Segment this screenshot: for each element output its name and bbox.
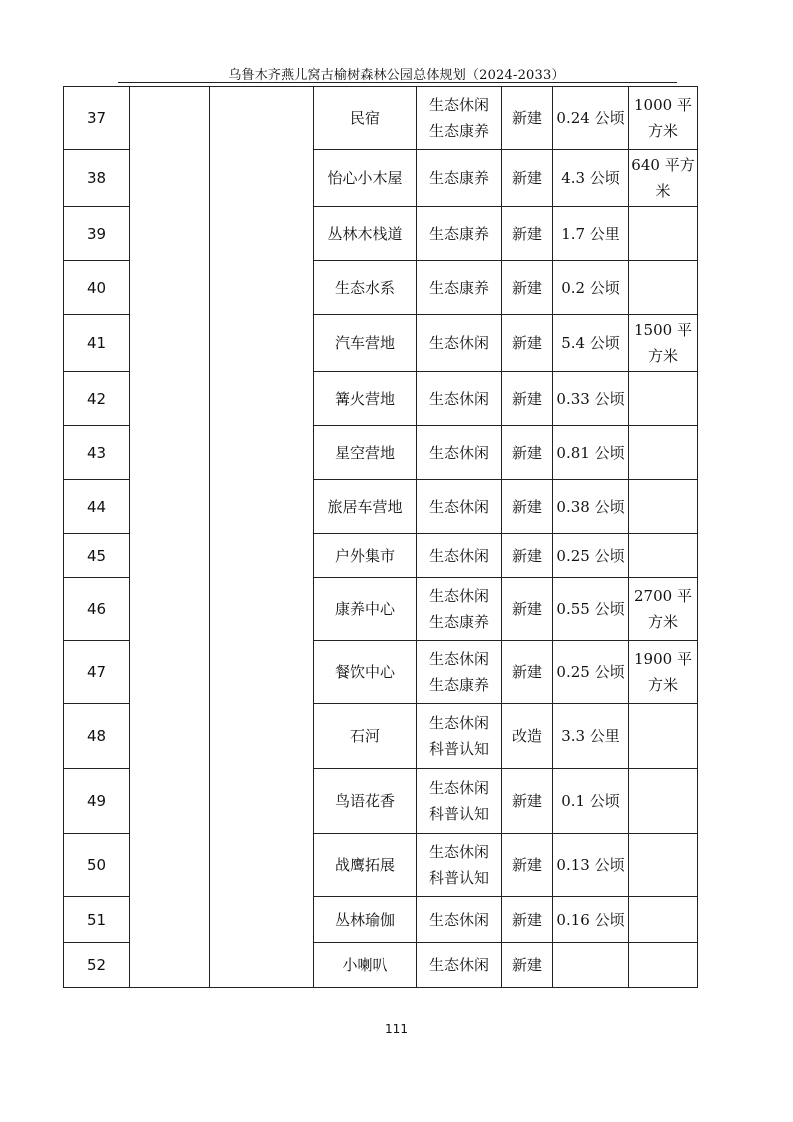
function-type-cell [417, 943, 502, 988]
construction-status-cell: 新建 [502, 315, 553, 372]
function-type-label: 生态康养 [428, 278, 489, 297]
row-number-cell: 43 [64, 426, 130, 480]
project-size-cell: 0.24 公顷 [553, 87, 629, 150]
construction-status-cell: 新建 [502, 372, 553, 426]
project-name-cell: 鸟语花香 [314, 769, 417, 834]
building-area-cell [629, 480, 698, 534]
project-name-cell: 石河 [314, 704, 417, 769]
function-type-label: 生态休闲 [428, 546, 489, 565]
project-name-cell: 小喇叭 [314, 943, 417, 988]
project-name-cell: 怡心小木屋 [314, 150, 417, 207]
construction-status-cell: 新建 [502, 534, 553, 578]
building-area-cell [629, 578, 698, 641]
project-size-cell: 0.16 公顷 [553, 897, 629, 943]
running-header: 乌鲁木齐燕儿窝古榆树森林公园总体规划（2024-2033） [228, 68, 565, 83]
building-area-line: 方米 [647, 613, 678, 631]
function-type-label: 生态休闲 [428, 334, 489, 352]
building-area-cell [629, 704, 698, 769]
function-type-label: 生态康养 [428, 122, 489, 140]
project-size-cell: 3.3 公里 [553, 704, 629, 769]
building-area-cell [629, 534, 698, 578]
building-area-line: 640 平方 [631, 156, 695, 174]
project-size-cell: 0.13 公顷 [553, 834, 629, 897]
building-area-cell [629, 897, 698, 943]
project-name-cell: 篝火营地 [314, 372, 417, 426]
row-number-cell: 48 [64, 704, 130, 769]
function-type-cell [417, 207, 502, 261]
building-area-cell [629, 261, 698, 315]
building-area-cell [629, 641, 698, 704]
construction-status-cell: 新建 [502, 426, 553, 480]
building-area-cell [629, 834, 698, 897]
project-name-cell: 丛林瑜伽 [314, 897, 417, 943]
building-area-line: 1000 平 [634, 96, 692, 114]
table-body [64, 87, 698, 988]
function-type-label: 生态休闲 [428, 910, 489, 929]
project-name-cell: 户外集市 [314, 534, 417, 578]
construction-status-cell: 新建 [502, 150, 553, 207]
row-number-cell: 41 [64, 315, 130, 372]
project-size-cell: 0.1 公顷 [553, 769, 629, 834]
construction-status-cell: 新建 [502, 480, 553, 534]
construction-status-cell: 新建 [502, 897, 553, 943]
function-type-label: 生态康养 [428, 224, 489, 243]
building-area-cell [629, 372, 698, 426]
building-area-cell [629, 426, 698, 480]
header-rule [118, 82, 677, 83]
row-number-cell: 44 [64, 480, 130, 534]
project-name-cell: 民宿 [314, 87, 417, 150]
construction-status-cell: 新建 [502, 207, 553, 261]
function-type-label: 生态休闲 [428, 587, 489, 605]
construction-status-cell: 新建 [502, 641, 553, 704]
page-number: 111 [385, 1022, 408, 1036]
function-type-label: 生态康养 [428, 613, 489, 631]
construction-status-cell: 新建 [502, 943, 553, 988]
function-type-cell [417, 897, 502, 943]
project-size-cell: 0.81 公顷 [553, 426, 629, 480]
building-area-cell [629, 87, 698, 150]
construction-status-cell: 新建 [502, 834, 553, 897]
function-type-label: 生态休闲 [428, 956, 489, 974]
project-name-cell: 旅居车营地 [314, 480, 417, 534]
project-size-cell: 0.33 公顷 [553, 372, 629, 426]
function-type-cell [417, 372, 502, 426]
construction-status-cell: 新建 [502, 87, 553, 150]
building-area-cell [629, 943, 698, 988]
row-number-cell: 49 [64, 769, 130, 834]
function-type-label: 生态休闲 [428, 714, 489, 732]
function-type-cell [417, 150, 502, 207]
building-area-cell [629, 315, 698, 372]
function-type-label: 科普认知 [428, 869, 489, 887]
row-number-cell: 47 [64, 641, 130, 704]
function-type-cell [417, 315, 502, 372]
project-size-cell: 0.38 公顷 [553, 480, 629, 534]
row-number-cell: 40 [64, 261, 130, 315]
function-type-label: 生态休闲 [428, 843, 489, 861]
construction-status-cell: 新建 [502, 261, 553, 315]
row-number-cell: 37 [64, 87, 130, 150]
function-type-label: 生态休闲 [428, 96, 489, 114]
table-row [64, 87, 698, 150]
building-area-line: 1500 平 [634, 321, 692, 339]
project-size-cell: 0.25 公顷 [553, 641, 629, 704]
project-name-cell: 生态水系 [314, 261, 417, 315]
function-type-cell [417, 480, 502, 534]
function-type-label: 科普认知 [428, 805, 489, 823]
building-area-line: 方米 [647, 676, 678, 694]
row-number-cell: 42 [64, 372, 130, 426]
project-name-cell: 丛林木栈道 [314, 207, 417, 261]
row-number-cell: 38 [64, 150, 130, 207]
function-type-cell [417, 426, 502, 480]
function-type-label: 生态休闲 [428, 389, 489, 408]
project-size-cell: 1.7 公里 [553, 207, 629, 261]
building-area-line: 方米 [647, 122, 678, 140]
function-type-label: 生态休闲 [428, 779, 489, 797]
project-name-cell: 餐饮中心 [314, 641, 417, 704]
building-area-line: 方米 [647, 347, 678, 365]
function-type-cell [417, 834, 502, 897]
building-area-line: 1900 平 [634, 650, 692, 668]
building-area-line: 米 [655, 182, 671, 200]
building-area-cell [629, 207, 698, 261]
project-size-cell: 0.25 公顷 [553, 534, 629, 578]
function-type-label: 生态休闲 [428, 497, 489, 516]
row-number-cell: 46 [64, 578, 130, 641]
construction-status-cell: 新建 [502, 578, 553, 641]
function-type-cell [417, 261, 502, 315]
row-number-cell: 51 [64, 897, 130, 943]
function-type-cell [417, 87, 502, 150]
function-type-label: 生态康养 [428, 169, 489, 187]
function-type-label: 生态休闲 [428, 650, 489, 668]
project-size-cell: 0.2 公顷 [553, 261, 629, 315]
function-type-cell [417, 641, 502, 704]
project-name-cell: 星空营地 [314, 426, 417, 480]
row-number-cell: 45 [64, 534, 130, 578]
function-type-cell [417, 769, 502, 834]
project-size-cell: 4.3 公顷 [553, 150, 629, 207]
building-area-line: 2700 平 [634, 587, 692, 605]
function-type-label: 生态休闲 [428, 443, 489, 462]
project-name-cell: 汽车营地 [314, 315, 417, 372]
function-type-label: 生态康养 [428, 676, 489, 694]
project-name-cell: 康养中心 [314, 578, 417, 641]
project-size-cell [553, 943, 629, 988]
function-type-cell [417, 534, 502, 578]
function-type-cell [417, 578, 502, 641]
function-type-cell [417, 704, 502, 769]
project-table [63, 86, 698, 988]
row-number-cell: 39 [64, 207, 130, 261]
building-area-cell [629, 769, 698, 834]
project-size-cell: 5.4 公顷 [553, 315, 629, 372]
function-type-label: 科普认知 [428, 740, 489, 758]
construction-status-cell: 改造 [502, 704, 553, 769]
blank-subcategory-cell [210, 87, 314, 988]
row-number-cell: 50 [64, 834, 130, 897]
building-area-cell [629, 150, 698, 207]
row-number-cell: 52 [64, 943, 130, 988]
project-name-cell: 战鹰拓展 [314, 834, 417, 897]
construction-status-cell: 新建 [502, 769, 553, 834]
project-size-cell: 0.55 公顷 [553, 578, 629, 641]
blank-category-cell [130, 87, 210, 988]
